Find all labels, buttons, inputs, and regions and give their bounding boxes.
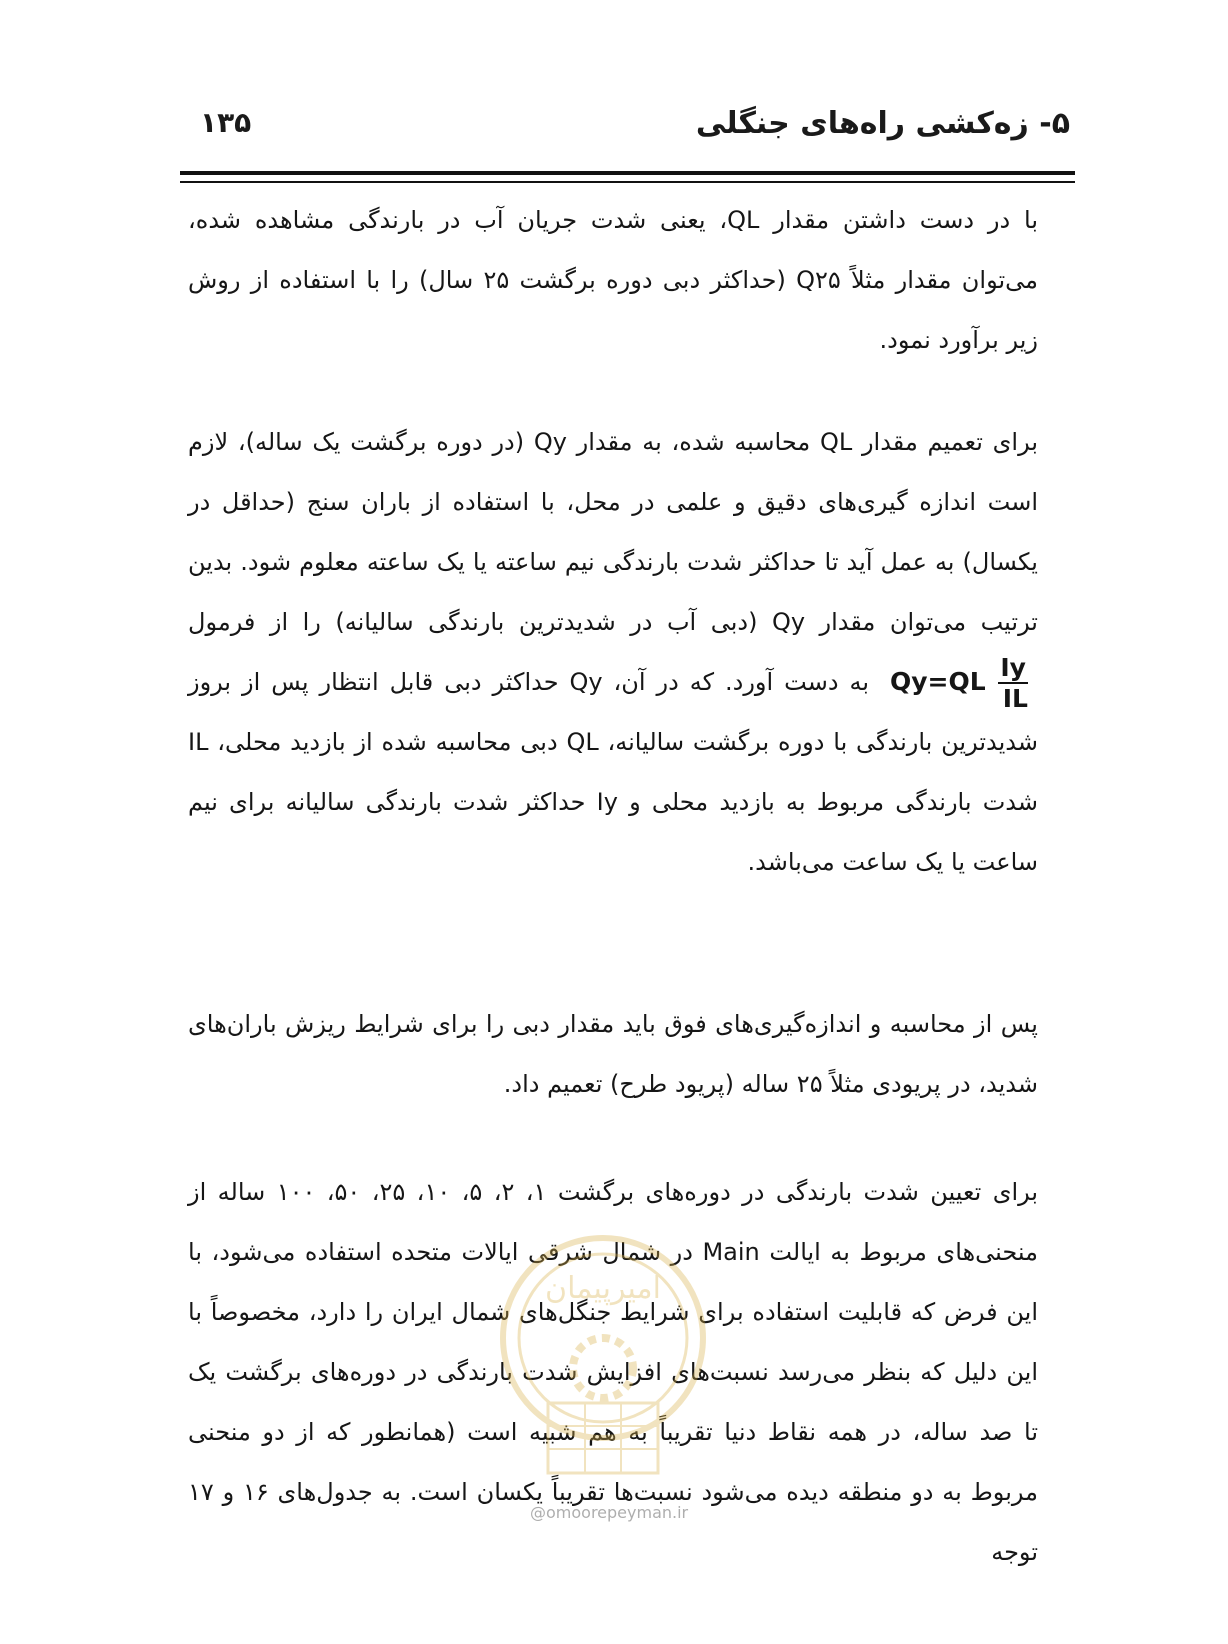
formula-numerator: Iy (1000, 653, 1026, 682)
paragraph-2-part-2: به دست آورد. که در آن، Qy حداکثر دبی قابل انتظار پس از بروز شدیدترین بارندگی با دوره برگشت سالیانه، QL دبی محاسبه شده از بازدید محلی، IL شدت بارندگی مربوط به بازدید محلی و Iy حداکثر شدت بارندگی سالیانه برای نیم ساعت یا یک ساعت می‌باشد. (188, 668, 1039, 876)
watermark-text: امیرپیمان (545, 1271, 661, 1306)
paragraph-1: با در دست داشتن مقدار QL، یعنی شدت جریان آب در بارندگی مشاهده شده، می‌توان مقدار مثلاً Q۲۵ (حداکثر دبی دوره برگشت ۲۵ سال) را با استفاده از روش زیر برآورد نمود. (188, 206, 1039, 354)
formula (890, 655, 1028, 711)
watermark-caption: @omoorepeyman.ir (530, 1503, 689, 1522)
paragraph-2-part-1: برای تعمیم مقدار QL محاسبه شده، به مقدار Qy (در دوره برگشت یک ساله)، لازم است اندازه گیری‌های دقیق و علمی در محل، با استفاده از باران سنج (حداقل در یکسال) به عمل آید تا حداکثر شدت بارندگی نیم ساعته یا یک ساعته معلوم شود. بدین ترتیب می‌توان مقدار Qy (دبی آب در شدیدترین بارندگی سالیانه) را از فرمول (188, 428, 1038, 636)
paragraph-3: پس از محاسبه و اندازه‌گیری‌های فوق باید مقدار دبی را برای شرایط ریزش باران‌های شدید، در پریودی مثلاً ۲۵ ساله (پریود طرح) تعمیم داد. (188, 1010, 1038, 1098)
chapter-title: ۵- زه‌کشی راه‌های جنگلی (695, 106, 1070, 141)
page-header (180, 100, 1070, 150)
formula-denominator: IL (1002, 684, 1028, 713)
page-number: ۱۳۵ (200, 106, 252, 139)
formula-fraction (998, 655, 1028, 711)
header-rule-thick (180, 171, 1075, 175)
formula-lhs: Qy=QL (889, 667, 986, 696)
paragraph-4: برای تعیین شدت بارندگی در دوره‌های برگشت ۱، ۲، ۵، ۱۰، ۲۵، ۵۰، ۱۰۰ ساله از منحنی‌های مربوط به ایالت Main در شمال شرقی ایالات متحده استفاده می‌شود، با این فرض که قابلیت استفاده برای شرایط جنگل‌های شمال ایران را دارد، مخصوصاً با این دلیل که بنظر می‌رسد نسبت‌های افزایش شدت بارندگی در دوره‌های برگشت یک تا صد ساله، در همه نقاط دنیا تقریباً به هم شبیه است (همانطور که از دو منحنی مربوط به دو منطقه دیده می‌شود نسبت‌ها تقریباً یکسان است. به جدول‌های ۱۶ و ۱۷ توجه (188, 1178, 1039, 1566)
header-rule-thin (180, 181, 1075, 183)
paragraph-2 (188, 412, 1038, 892)
